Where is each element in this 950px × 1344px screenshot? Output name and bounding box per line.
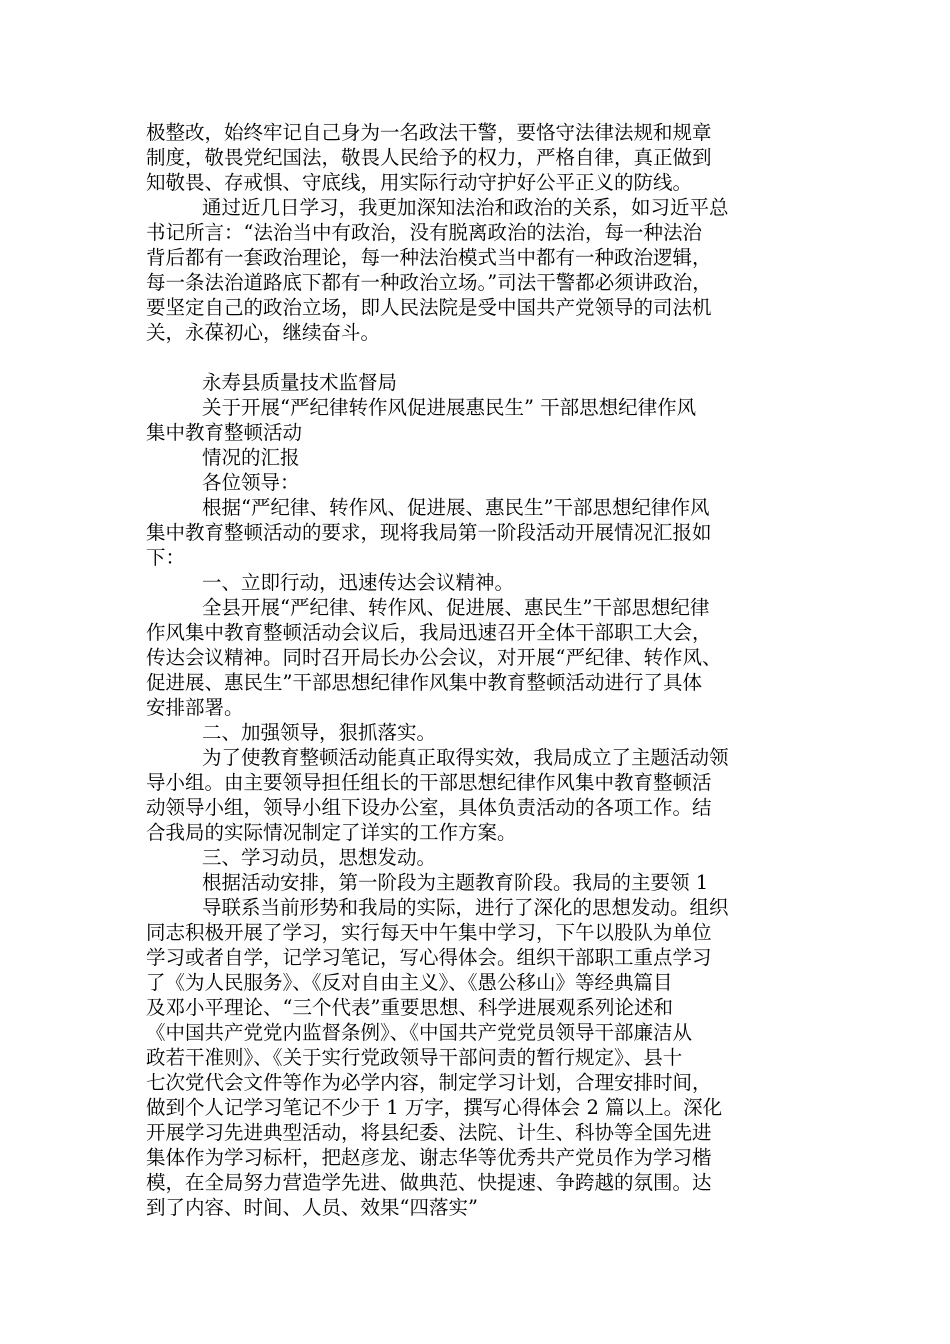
text-line: 集中教育整顿活动的要求，现将我局第一阶段活动开展情况汇报如 bbox=[146, 521, 712, 544]
text-line: 模，在全局努力营造学先进、做典范、快提速、争跨越的氛围。达 bbox=[146, 1171, 712, 1194]
section-heading: 二、加强领导，狠抓落实。 bbox=[202, 721, 437, 744]
blank-line bbox=[146, 345, 816, 370]
paragraph-start: 根据“严纪律、转作风、促进展、惠民生”干部思想纪律作风 bbox=[202, 496, 710, 519]
text-line: 安排部署。 bbox=[146, 696, 244, 719]
text-line: 关，永葆初心，继续奋斗。 bbox=[146, 321, 381, 344]
text-line: 同志积极开展了学习，实行每天中午集中学习，下午以股队为单位 bbox=[146, 921, 712, 944]
report-title: 关于开展“严纪律转作风促进展惠民生” 干部思想纪律作风 bbox=[202, 396, 697, 419]
text-line: 及邓小平理论、“三个代表”重要思想、科学进展观系列论述和 bbox=[146, 996, 673, 1019]
text-line: 到了内容、时间、人员、效果“四落实” bbox=[146, 1196, 478, 1219]
text-line: 导小组。由主要领导担任组长的干部思想纪律作风集中教育整顿活 bbox=[146, 771, 712, 794]
text-line: 学习或者自学，记学习笔记，写心得体会。组织干部职工重点学习 bbox=[146, 946, 712, 969]
text-line: 做到个人记学习笔记不少于 1 万字，撰写心得体会 2 篇以上。深化 bbox=[146, 1096, 723, 1119]
paragraph-start: 根据活动安排，第一阶段为主题教育阶段。我局的主要领 1 bbox=[202, 871, 709, 894]
paragraph-start: 为了使教育整顿活动能真正取得实效，我局成立了主题活动领 bbox=[202, 746, 729, 769]
text-line: 作风集中教育整顿活动会议后，我局迅速召开全体干部职工大会， bbox=[146, 621, 712, 644]
text-line: 极整改，始终牢记自己身为一名政法干警，要恪守法律法规和规章 bbox=[146, 121, 712, 144]
text-line: 集体作为学习标杆，把赵彦龙、谢志华等优秀共产党员作为学习楷 bbox=[146, 1146, 712, 1169]
text-line: 七次党代会文件等作为必学内容，制定学习计划，合理安排时间， bbox=[146, 1071, 712, 1094]
salutation: 各位领导： bbox=[202, 471, 300, 494]
paragraph-start: 通过近几日学习，我更加深知法治和政治的关系，如习近平总 bbox=[202, 196, 729, 219]
text-line: 传达会议精神。同时召开局长办公会议，对开展“严纪律、转作风、 bbox=[146, 646, 722, 669]
text-line: 要坚定自己的政治立场，即人民法院是受中国共产党领导的司法机 bbox=[146, 296, 712, 319]
text-line: 了《为人民服务》、《反对自由主义》、《愚公移山》等经典篇目 bbox=[146, 971, 673, 994]
text-line: 下： bbox=[146, 546, 186, 569]
text-line: 导联系当前形势和我局的实际，进行了深化的思想发动。组织 bbox=[202, 896, 729, 919]
text-line: 开展学习先进典型活动，将县纪委、法院、计生、科协等全国先进 bbox=[146, 1121, 712, 1144]
paragraph-start: 全县开展“严纪律、转作风、促进展、惠民生”干部思想纪律 bbox=[202, 596, 710, 619]
text-line: 促进展、惠民生”干部思想纪律作风集中教育整顿活动进行了具体 bbox=[146, 671, 702, 694]
section-heading: 一、立即行动，迅速传达会议精神。 bbox=[202, 571, 515, 594]
document-body bbox=[146, 120, 816, 1220]
text-line: 制度，敬畏党纪国法，敬畏人民给予的权力，严格自律，真正做到 bbox=[146, 146, 712, 169]
text-line: 《中国共产党党内监督条例》、《中国共产党党员领导干部廉洁从 bbox=[146, 1021, 693, 1044]
organization-name: 永寿县质量技术监督局 bbox=[202, 371, 398, 394]
text-line: 背后都有一套政治理论，每一种法治模式当中都有一种政治逻辑， bbox=[146, 246, 712, 269]
report-title-cont: 情况的汇报 bbox=[202, 446, 300, 469]
text-line: 知敬畏、存戒惧、守底线，用实际行动守护好公平正义的防线。 bbox=[146, 171, 693, 194]
text-line: 合我局的实际情况制定了详实的工作方案。 bbox=[146, 821, 517, 844]
text-line: 每一条法治道路底下都有一种政治立场。”司法干警都必须讲政治， bbox=[146, 271, 712, 294]
report-title-cont: 集中教育整顿活动 bbox=[146, 421, 303, 444]
text-line: 动领导小组，领导小组下设办公室，具体负责活动的各项工作。结 bbox=[146, 796, 712, 819]
section-heading: 三、学习动员，思想发动。 bbox=[202, 846, 437, 869]
text-line: 政若干准则》、《关于实行党政领导干部问责的暂行规定》、县十 bbox=[146, 1046, 683, 1069]
text-line: 书记所言：“法治当中有政治，没有脱离政治的法治，每一种法治 bbox=[146, 221, 702, 244]
